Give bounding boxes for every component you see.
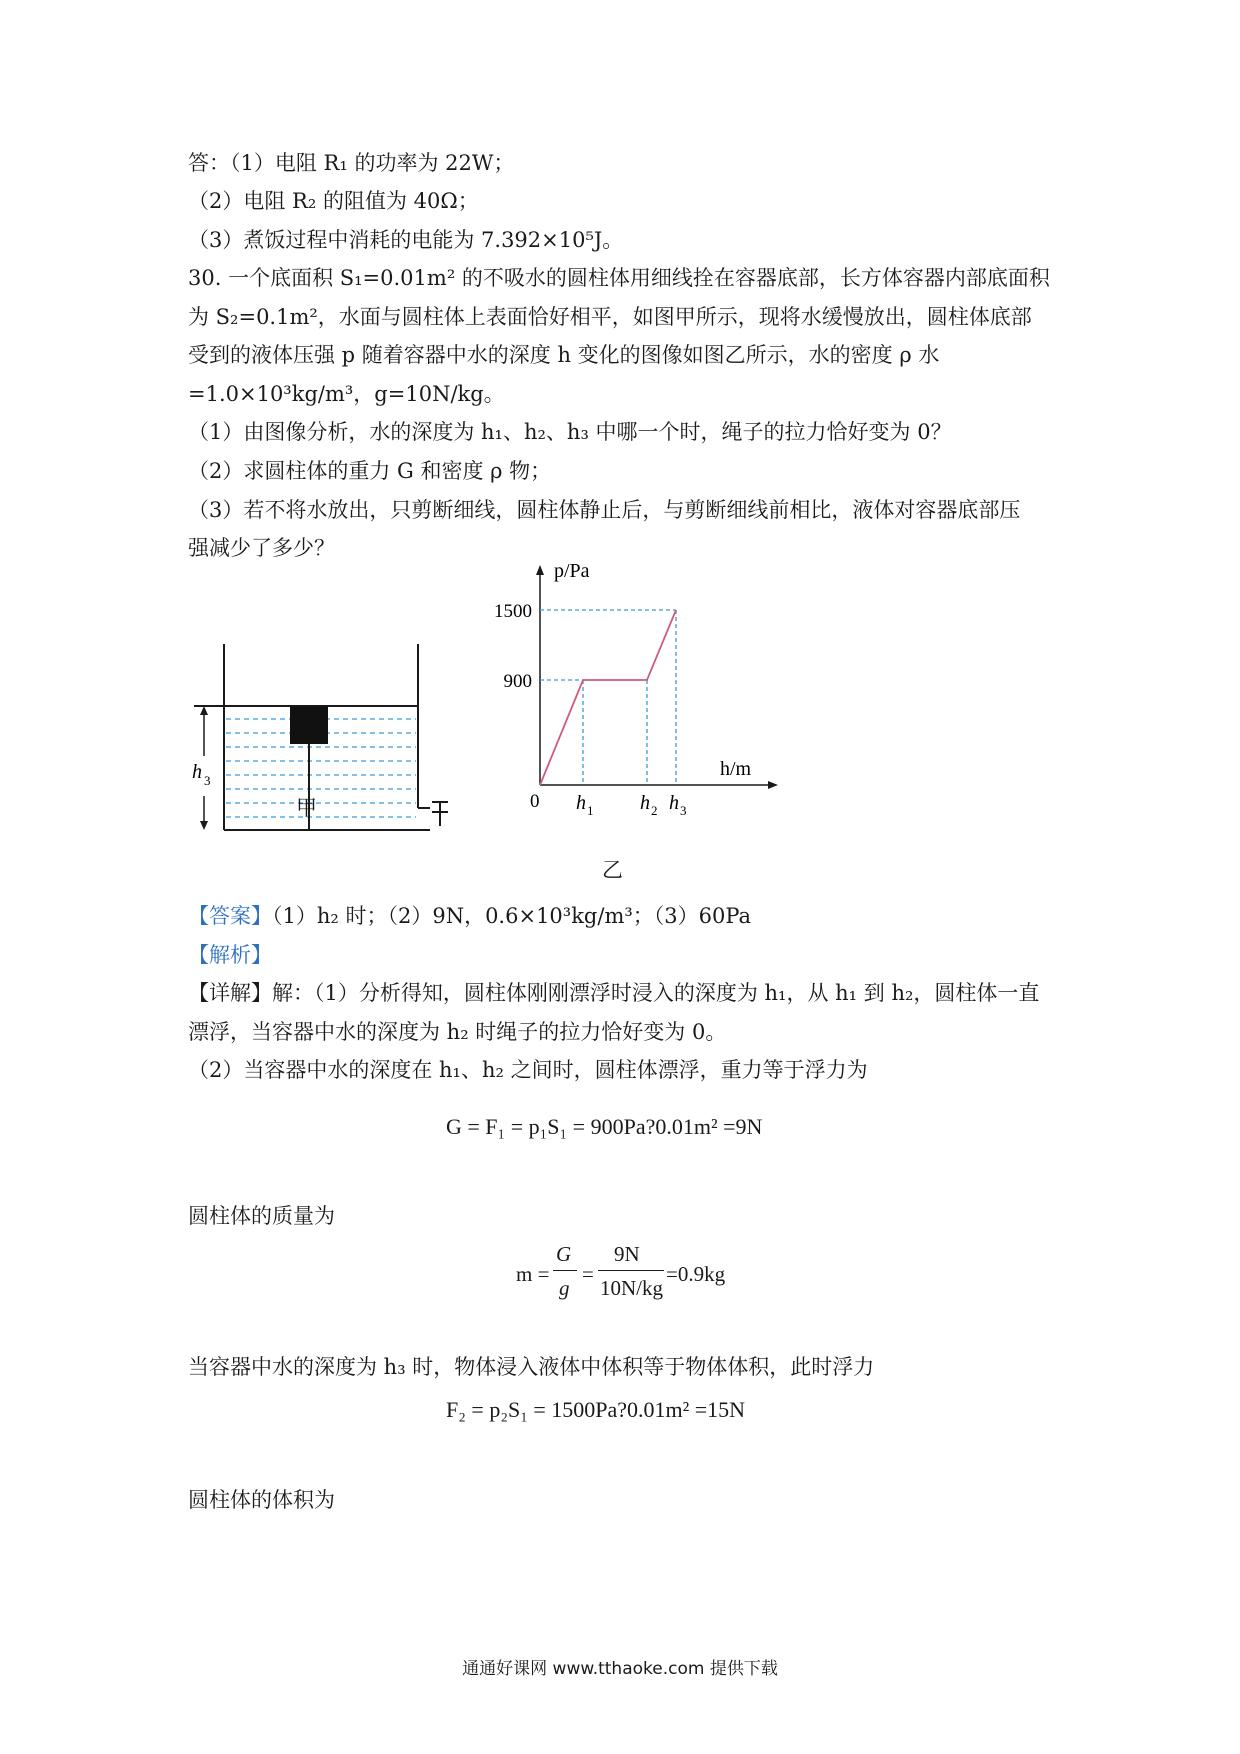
cylinder — [290, 706, 328, 744]
y-tick-label: 1500 — [494, 601, 532, 622]
question-line-2: 为 S₂=0.1m²，水面与圆柱体上表面恰好相平，如图甲所示，现将水缓慢放出，圆柱体底部 — [188, 305, 1032, 329]
x-axis-label: h/m — [720, 758, 752, 780]
page-footer: 通通好课网 www.tthaoke.com 提供下载 — [462, 1659, 778, 1679]
question-part-3: （3）若不将水放出，只剪断细线，圆柱体静止后，与剪断细线前相比，液体对容器底部压 — [188, 498, 1021, 522]
question-part-2: （2）求圆柱体的重力 G 和密度 ρ 物； — [188, 459, 552, 483]
figure-yi-chart — [470, 555, 800, 840]
detail-line-3: （2）当容器中水的深度在 h₁、h₂ 之间时，圆柱体漂浮，重力等于浮力为 — [188, 1058, 868, 1082]
y-axis-arrow — [536, 565, 544, 575]
x-axis-arrow — [768, 781, 778, 789]
figure-yi-caption: 乙 — [602, 858, 623, 882]
origin-label: 0 — [530, 791, 540, 812]
depth-label-sub: 3 — [204, 773, 211, 788]
series-line — [540, 610, 676, 785]
mass-intro: 圆柱体的质量为 — [188, 1204, 335, 1228]
h3-line: 当容器中水的深度为 h₃ 时，物体浸入液体中体积等于物体体积，此时浮力 — [188, 1355, 875, 1379]
x-tick-sub: 2 — [651, 803, 658, 818]
x-tick-label: h — [669, 792, 679, 814]
answer-tag: 【答案】 — [188, 904, 272, 928]
x-tick-label: h — [576, 792, 586, 814]
analysis-tag: 【解析】 — [188, 943, 272, 967]
volume-intro: 圆柱体的体积为 — [188, 1488, 335, 1512]
figure-jia-caption: 甲 — [296, 796, 317, 820]
detail-tag: 【详解】 — [188, 981, 272, 1005]
formula-buoyancy: F₂ = p₂S₁ = 1500Pa?0.01m² =15N — [446, 1397, 746, 1422]
detail-line-2: 漂浮，当容器中水的深度为 h₂ 时绳子的拉力恰好变为 0。 — [188, 1020, 727, 1044]
prev-answer-2: （2）电阻 R₂ 的阻值为 40Ω； — [188, 189, 479, 213]
x-tick-sub: 1 — [587, 803, 594, 818]
formula-gravity: G = F₁ = p₁S₁ = 900Pa?0.01m² =9N — [446, 1114, 763, 1139]
detail-line-1: 【详解】解：（1）分析得知，圆柱体刚刚漂浮时浸入的深度为 h₁，从 h₁ 到 h₂，圆柱体一直 — [188, 981, 1040, 1005]
question-line-3: 受到的液体压强 p 随着容器中水的深度 h 变化的图像如图乙所示，水的密度 ρ 水 — [188, 343, 940, 367]
y-axis-label: p/Pa — [554, 560, 590, 582]
prev-answer-1: 答：（1）电阻 R₁ 的功率为 22W； — [188, 151, 515, 175]
question-line-1: 30. 一个底面积 S₁=0.01m² 的不吸水的圆柱体用细线拴在容器底部，长方体容器内部底面积 — [188, 266, 1050, 290]
figure-jia — [180, 630, 450, 870]
y-tick-label: 900 — [503, 671, 532, 692]
question-part-3-cont: 强减少了多少？ — [188, 536, 335, 560]
answer-line — [188, 902, 751, 930]
prev-answer-3: （3）煮饭过程中消耗的电能为 7.392×10⁵J。 — [188, 228, 624, 252]
x-tick-sub: 3 — [680, 803, 687, 818]
answer-text: （1）h₂ 时；（2）9N，0.6×10³kg/m³；（3）60Pa — [272, 904, 752, 928]
depth-label: h — [192, 761, 202, 783]
question-line-4: =1.0×10³kg/m³，g=10N/kg。 — [188, 382, 505, 406]
question-part-1: （1）由图像分析，水的深度为 h₁、h₂、h₃ 中哪一个时，绳子的拉力恰好变为 0？ — [188, 420, 952, 444]
x-tick-label: h — [640, 792, 650, 814]
